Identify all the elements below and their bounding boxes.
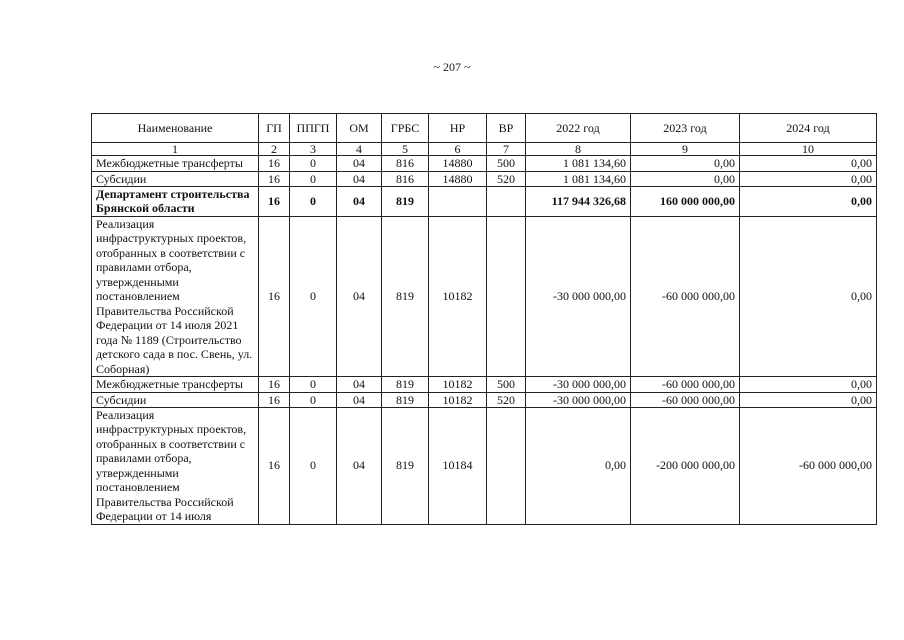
column-number-row xyxy=(92,143,877,156)
row-gp: 16 xyxy=(259,407,290,524)
row-om: 04 xyxy=(337,392,382,407)
row-2024: 0,00 xyxy=(740,186,877,216)
header-2024: 2024 год xyxy=(740,114,877,143)
row-nr: 10182 xyxy=(429,392,487,407)
column-number: 5 xyxy=(382,143,429,156)
row-2022: 1 081 134,60 xyxy=(526,171,631,186)
row-grbs: 816 xyxy=(382,171,429,186)
column-number: 1 xyxy=(92,143,259,156)
row-gp: 16 xyxy=(259,186,290,216)
row-nr: 10182 xyxy=(429,216,487,377)
row-2024: -60 000 000,00 xyxy=(740,407,877,524)
column-number: 10 xyxy=(740,143,877,156)
row-ppgp: 0 xyxy=(290,407,337,524)
table-row xyxy=(92,216,877,377)
row-vr xyxy=(487,216,526,377)
row-ppgp: 0 xyxy=(290,171,337,186)
column-number: 6 xyxy=(429,143,487,156)
row-2023: -200 000 000,00 xyxy=(631,407,740,524)
row-gp: 16 xyxy=(259,377,290,393)
row-2023: 0,00 xyxy=(631,171,740,186)
page-number: ~ 207 ~ xyxy=(433,60,471,74)
row-om: 04 xyxy=(337,216,382,377)
row-name: Субсидии xyxy=(92,392,259,407)
row-gp: 16 xyxy=(259,392,290,407)
table-row xyxy=(92,171,877,186)
column-number: 2 xyxy=(259,143,290,156)
row-vr xyxy=(487,407,526,524)
row-ppgp: 0 xyxy=(290,216,337,377)
row-nr xyxy=(429,186,487,216)
row-2023: 0,00 xyxy=(631,156,740,172)
row-2023: 160 000 000,00 xyxy=(631,186,740,216)
row-om: 04 xyxy=(337,407,382,524)
row-vr: 500 xyxy=(487,156,526,172)
row-2024: 0,00 xyxy=(740,377,877,393)
budget-table xyxy=(91,113,877,525)
row-2023: -60 000 000,00 xyxy=(631,216,740,377)
header-vr: ВР xyxy=(487,114,526,143)
row-2022: -30 000 000,00 xyxy=(526,216,631,377)
row-grbs: 819 xyxy=(382,186,429,216)
row-name: Межбюджетные трансферты xyxy=(92,156,259,172)
row-nr: 14880 xyxy=(429,171,487,186)
header-row xyxy=(92,114,877,143)
table-row xyxy=(92,392,877,407)
row-2024: 0,00 xyxy=(740,156,877,172)
row-ppgp: 0 xyxy=(290,377,337,393)
row-vr: 520 xyxy=(487,392,526,407)
row-ppgp: 0 xyxy=(290,392,337,407)
row-vr: 520 xyxy=(487,171,526,186)
header-nr: НР xyxy=(429,114,487,143)
row-gp: 16 xyxy=(259,156,290,172)
row-name: Реализация инфраструктурных проектов, отобранных в соответствии с правилами отбора, утвержденными постановлением Правительства Российской Федерации от 14 июля xyxy=(92,407,259,524)
row-name: Субсидии xyxy=(92,171,259,186)
row-om: 04 xyxy=(337,156,382,172)
row-2022: -30 000 000,00 xyxy=(526,377,631,393)
row-name: Реализация инфраструктурных проектов, отобранных в соответствии с правилами отбора, утвержденными постановлением Правительства Российской Федерации от 14 июля 2021 года № 1189 (Строительство детского сада в пос. Свень, ул. Соборная) xyxy=(92,216,259,377)
row-om: 04 xyxy=(337,377,382,393)
header-name: Наименование xyxy=(92,114,259,143)
row-ppgp: 0 xyxy=(290,186,337,216)
row-2022: -30 000 000,00 xyxy=(526,392,631,407)
row-nr: 14880 xyxy=(429,156,487,172)
row-2024: 0,00 xyxy=(740,392,877,407)
header-grbs: ГРБС xyxy=(382,114,429,143)
row-2023: -60 000 000,00 xyxy=(631,377,740,393)
table-row xyxy=(92,186,877,216)
row-grbs: 819 xyxy=(382,377,429,393)
column-number: 7 xyxy=(487,143,526,156)
header-om: ОМ xyxy=(337,114,382,143)
row-2024: 0,00 xyxy=(740,216,877,377)
row-2022: 117 944 326,68 xyxy=(526,186,631,216)
table-row xyxy=(92,156,877,172)
row-name: Межбюджетные трансферты xyxy=(92,377,259,393)
table-row xyxy=(92,377,877,393)
row-nr: 10182 xyxy=(429,377,487,393)
column-number: 3 xyxy=(290,143,337,156)
row-grbs: 819 xyxy=(382,407,429,524)
column-number: 9 xyxy=(631,143,740,156)
row-2022: 0,00 xyxy=(526,407,631,524)
row-grbs: 819 xyxy=(382,216,429,377)
row-name: Департамент строительства Брянской области xyxy=(92,186,259,216)
column-number: 8 xyxy=(526,143,631,156)
row-grbs: 819 xyxy=(382,392,429,407)
row-grbs: 816 xyxy=(382,156,429,172)
row-vr: 500 xyxy=(487,377,526,393)
header-2023: 2023 год xyxy=(631,114,740,143)
row-vr xyxy=(487,186,526,216)
row-gp: 16 xyxy=(259,171,290,186)
header-ppgp: ППГП xyxy=(290,114,337,143)
row-gp: 16 xyxy=(259,216,290,377)
row-2024: 0,00 xyxy=(740,171,877,186)
table-row xyxy=(92,407,877,524)
header-2022: 2022 год xyxy=(526,114,631,143)
row-ppgp: 0 xyxy=(290,156,337,172)
row-nr: 10184 xyxy=(429,407,487,524)
row-om: 04 xyxy=(337,186,382,216)
row-2023: -60 000 000,00 xyxy=(631,392,740,407)
row-om: 04 xyxy=(337,171,382,186)
header-gp: ГП xyxy=(259,114,290,143)
column-number: 4 xyxy=(337,143,382,156)
row-2022: 1 081 134,60 xyxy=(526,156,631,172)
